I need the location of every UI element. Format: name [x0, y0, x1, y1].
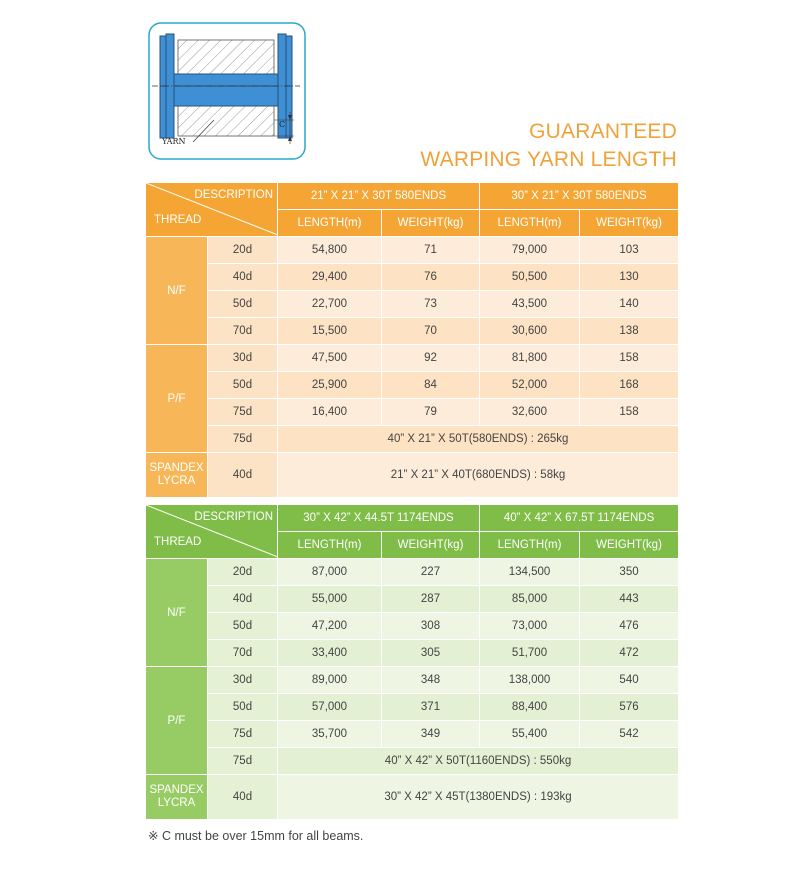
length-header: LENGTH(m) — [278, 210, 382, 237]
weight-cell: 443 — [580, 586, 679, 613]
weight-cell: 349 — [382, 721, 480, 748]
table-row — [146, 426, 679, 453]
table-row — [146, 775, 679, 820]
denier-cell: 50d — [208, 372, 278, 399]
length-cell: 35,700 — [278, 721, 382, 748]
table-row — [146, 721, 679, 748]
length-cell: 134,500 — [480, 559, 580, 586]
weight-cell: 73 — [382, 291, 480, 318]
length-cell: 55,400 — [480, 721, 580, 748]
spandex-label: SPANDEX — [149, 784, 204, 796]
length-cell: 22,700 — [278, 291, 382, 318]
weight-cell: 130 — [580, 264, 679, 291]
table-corner — [146, 183, 278, 237]
weight-cell: 71 — [382, 237, 480, 264]
table-row — [146, 667, 679, 694]
page-title — [420, 118, 677, 174]
weight-header: WEIGHT(kg) — [580, 532, 679, 559]
denier-cell: 30d — [208, 345, 278, 372]
table-row — [146, 640, 679, 667]
length-cell: 43,500 — [480, 291, 580, 318]
weight-header: WEIGHT(kg) — [382, 532, 480, 559]
footnote: ※ C must be over 15mm for all beams. — [148, 829, 364, 843]
weight-cell: 540 — [580, 667, 679, 694]
denier-cell: 20d — [208, 237, 278, 264]
length-cell: 87,000 — [278, 559, 382, 586]
weight-cell: 158 — [580, 345, 679, 372]
description-label: DESCRIPTION — [194, 511, 273, 523]
title-line-1: GUARANTEED — [529, 120, 677, 143]
length-cell: 88,400 — [480, 694, 580, 721]
length-cell: 79,000 — [480, 237, 580, 264]
length-cell: 55,000 — [278, 586, 382, 613]
denier-cell: 30d — [208, 667, 278, 694]
table-row — [146, 399, 679, 426]
weight-cell: 76 — [382, 264, 480, 291]
denier-cell: 40d — [208, 775, 278, 820]
table-row — [146, 372, 679, 399]
weight-cell: 138 — [580, 318, 679, 345]
table-row — [146, 291, 679, 318]
weight-cell: 476 — [580, 613, 679, 640]
length-cell: 52,000 — [480, 372, 580, 399]
table-row — [146, 694, 679, 721]
denier-cell: 20d — [208, 559, 278, 586]
weight-cell: 79 — [382, 399, 480, 426]
table-row — [146, 748, 679, 775]
weight-cell: 287 — [382, 586, 480, 613]
weight-cell: 308 — [382, 613, 480, 640]
length-cell: 47,500 — [278, 345, 382, 372]
weight-cell: 92 — [382, 345, 480, 372]
weight-cell: 140 — [580, 291, 679, 318]
yarn-label: YARN — [162, 137, 186, 146]
spec-header-a: 30” X 42” X 44.5T 1174ENDS — [278, 505, 480, 532]
denier-cell: 75d — [208, 748, 278, 775]
weight-cell: 84 — [382, 372, 480, 399]
length-header: LENGTH(m) — [480, 532, 580, 559]
length-cell: 15,500 — [278, 318, 382, 345]
description-label: DESCRIPTION — [194, 189, 273, 201]
denier-cell: 75d — [208, 399, 278, 426]
spec-header-a: 21” X 21” X 30T 580ENDS — [278, 183, 480, 210]
length-cell: 57,000 — [278, 694, 382, 721]
length-cell: 85,000 — [480, 586, 580, 613]
length-cell: 50,500 — [480, 264, 580, 291]
thread-label: THREAD — [154, 536, 202, 548]
weight-cell: 576 — [580, 694, 679, 721]
table-corner — [146, 505, 278, 559]
length-cell: 73,000 — [480, 613, 580, 640]
group-pf: P/F — [146, 345, 208, 453]
spec-header-b: 30” X 21” X 30T 580ENDS — [480, 183, 679, 210]
table-row — [146, 318, 679, 345]
weight-header: WEIGHT(kg) — [382, 210, 480, 237]
merged-spec-cell: 40” X 42” X 50T(1160ENDS) : 550kg — [278, 748, 679, 775]
weight-cell: 472 — [580, 640, 679, 667]
weight-cell: 348 — [382, 667, 480, 694]
lycra-label: LYCRA — [157, 475, 196, 487]
length-cell: 81,800 — [480, 345, 580, 372]
weight-cell: 542 — [580, 721, 679, 748]
weight-cell: 70 — [382, 318, 480, 345]
dimension-c-label: C — [279, 120, 286, 129]
denier-cell: 50d — [208, 291, 278, 318]
denier-cell: 40d — [208, 453, 278, 498]
weight-header: WEIGHT(kg) — [580, 210, 679, 237]
length-cell: 54,800 — [278, 237, 382, 264]
denier-cell: 40d — [208, 264, 278, 291]
length-cell: 25,900 — [278, 372, 382, 399]
spandex-label: SPANDEX — [149, 462, 204, 474]
group-nf: N/F — [146, 237, 208, 345]
weight-cell: 158 — [580, 399, 679, 426]
denier-cell: 70d — [208, 640, 278, 667]
weight-cell: 103 — [580, 237, 679, 264]
lycra-label: LYCRA — [157, 797, 196, 809]
length-cell: 30,600 — [480, 318, 580, 345]
table-row — [146, 345, 679, 372]
length-cell: 138,000 — [480, 667, 580, 694]
denier-cell: 50d — [208, 613, 278, 640]
group-pf: P/F — [146, 667, 208, 775]
table-row — [146, 237, 679, 264]
length-cell: 16,400 — [278, 399, 382, 426]
table-row — [146, 613, 679, 640]
denier-cell: 75d — [208, 426, 278, 453]
weight-cell: 168 — [580, 372, 679, 399]
length-header: LENGTH(m) — [278, 532, 382, 559]
length-cell: 51,700 — [480, 640, 580, 667]
weight-cell: 371 — [382, 694, 480, 721]
spec-table-2 — [145, 504, 679, 820]
table-row — [146, 586, 679, 613]
spec-header-b: 40” X 42” X 67.5T 1174ENDS — [480, 505, 679, 532]
merged-spec-cell: 30” X 42” X 45T(1380ENDS) : 193kg — [278, 775, 679, 820]
merged-spec-cell: 21” X 21” X 40T(680ENDS) : 58kg — [278, 453, 679, 498]
length-cell: 33,400 — [278, 640, 382, 667]
length-cell: 89,000 — [278, 667, 382, 694]
spec-table-1 — [145, 182, 679, 498]
thread-label: THREAD — [154, 214, 202, 226]
beam-diagram — [148, 22, 306, 160]
group-spandex — [146, 453, 208, 498]
merged-spec-cell: 40” X 21” X 50T(580ENDS) : 265kg — [278, 426, 679, 453]
denier-cell: 70d — [208, 318, 278, 345]
length-cell: 47,200 — [278, 613, 382, 640]
weight-cell: 305 — [382, 640, 480, 667]
length-cell: 32,600 — [480, 399, 580, 426]
length-cell: 29,400 — [278, 264, 382, 291]
table-row — [146, 453, 679, 498]
denier-cell: 50d — [208, 694, 278, 721]
table-row — [146, 264, 679, 291]
group-nf: N/F — [146, 559, 208, 667]
group-spandex — [146, 775, 208, 820]
length-header: LENGTH(m) — [480, 210, 580, 237]
denier-cell: 75d — [208, 721, 278, 748]
denier-cell: 40d — [208, 586, 278, 613]
weight-cell: 227 — [382, 559, 480, 586]
weight-cell: 350 — [580, 559, 679, 586]
table-row — [146, 559, 679, 586]
title-line-2: WARPING YARN LENGTH — [420, 148, 677, 171]
